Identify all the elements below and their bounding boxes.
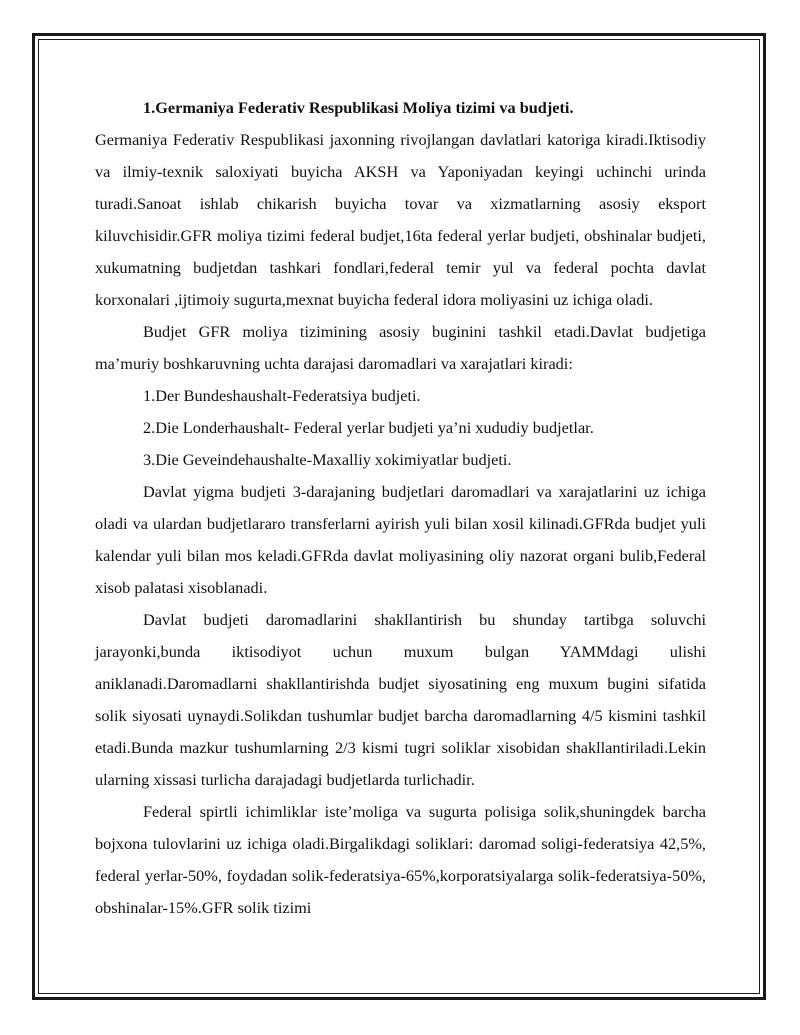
section-heading: 1.Germaniya Federativ Respublikasi Moliya tizimi va budjeti. (143, 98, 574, 117)
paragraph-intro: Germaniya Federativ Respublikasi jaxonning rivojlangan davlatlari katoriga kiradi.Iktisodiy va ilmiy-texnik saloxiyati buyicha AKSH va Yaponiyadan keyingi uchinchi urinda turadi.Sanoat ishlab chikarish buyicha tovar va xizmatlarning asosiy eksport kiluvchisidir.GFR moliya tizimi federal budjet,16ta federal yerlar budjeti, obshinalar budjeti, xukumatning budjetdan tashkari fondlari,federal temir yul va federal pochta davlat korxonalari ,ijtimoiy sugurta,mexnat buyicha federal idora moliyasini uz ichiga oladi. (95, 130, 706, 309)
list-item-federal-budget: 1.Der Bundeshaushalt-Federatsiya budjeti. (143, 386, 421, 405)
paragraph-consolidated-budget: Davlat yigma budjeti 3-darajaning budjetlari daromadlari va xarajatlarini uz ichiga oladi va ulardan budjetlararo transferlarni ayirish yuli bilan xosil kilinadi.GFRda budjet yuli kalendar yuli bilan mos keladi.GFRda davlat moliyasining oliy nazorat organi bulib,Federal xisob palatasi xisoblanadi. (95, 482, 706, 597)
document-body (95, 92, 706, 924)
paragraph-revenue-formation: Davlat budjeti daromadlarini shakllantirish bu shunday tartibga soluvchi jarayonki,bunda iktisodiyot uchun muxum bulgan YAMMdagi ulishi aniklanadi.Daromadlarni shakllantirishda budjet siyosatining eng muxum bugini sifatida solik siyosati uynaydi.Solikdan tushumlar budjet barcha daromadlarning 4/5 kismini tashkil etadi.Bunda mazkur tushumlarning 2/3 kismi tugri soliklar xisobidan shakllantiriladi.Lekin ularning xissasi turlicha darajadagi budjetlarda turlichadir. (95, 610, 706, 789)
paragraph-federal-taxes: Federal spirtli ichimliklar iste’moliga va sugurta polisiga solik,shuningdek barcha bojxona tulovlarini uz ichiga oladi.Birgalikdagi soliklari: daromad soligi-federatsiya 42,5%, federal yerlar-50%, foydadan solik-federatsiya-65%,korporatsiyalarga solik-federatsiya-50%, obshinalar-15%.GFR solik tizimi (95, 802, 706, 917)
list-item-local-budget: 3.Die Geveindehaushalte-Maxalliy xokimiyatlar budjeti. (143, 450, 512, 469)
list-item-land-budget: 2.Die Londerhaushalt- Federal yerlar budjeti ya’ni xududiy budjetlar. (143, 418, 594, 437)
paragraph-budget-core: Budjet GFR moliya tizimining asosiy buginini tashkil etadi.Davlat budjetiga ma’muriy boshkaruvning uchta darajasi daromadlari va xarajatlari kiradi: (95, 322, 706, 373)
